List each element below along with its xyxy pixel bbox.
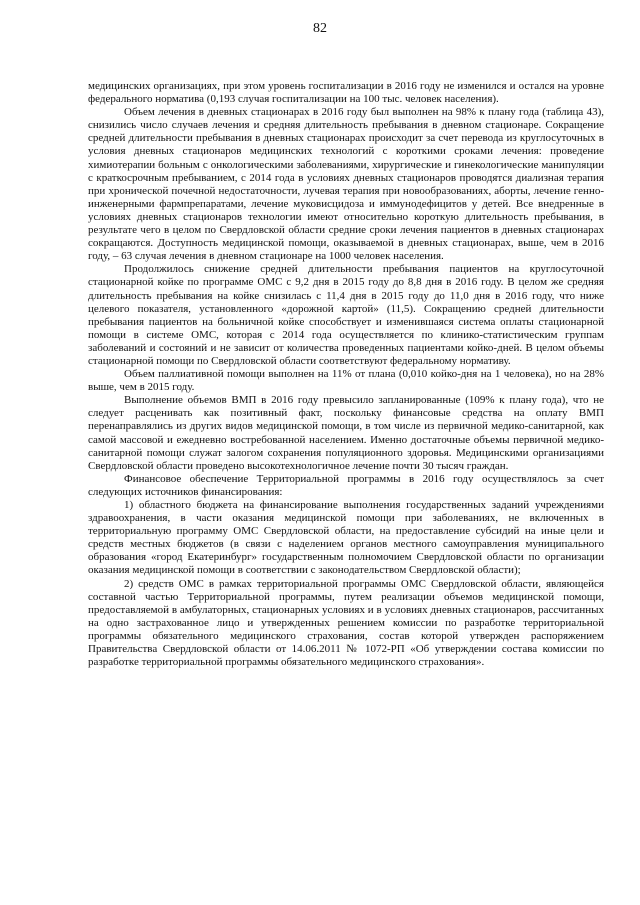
paragraph-palliative-care: Объем паллиативной помощи выполнен на 11% от плана (0,010 койко-дня на 1 человека), но на 28% выше, чем в 2015 году.: [88, 368, 604, 394]
paragraph-stay-duration: Продолжилось снижение средней длительности пребывания пациентов на круглосуточной стационарной койке по программе ОМС с 9,2 дня в 2015 году до 8,8 дня в 2016 году. В целом же средняя длительность пребывания на койке снизилась с 11,4 дня в 2015 году до 11,0 дня в 2016 году, что ниже целевого показателя, установленного «дорожной картой» (11,5). Сокращению средней длительности пребывания пациентов на больничной койке способствует и изменившаяся система оплаты стационарной помощи в системе ОМС, которая с 2014 года осуществляется по клинико-статистическим группам заболеваний и состояний и не зависит от количества проведенных пациентами койко-дней. В целом объемы стационарной помощи по Свердловской области соответствуют федеральному нормативу.: [88, 263, 604, 367]
page-number: 82: [313, 21, 327, 36]
paragraph-funding-intro: Финансовое обеспечение Территориальной программы в 2016 году осуществлялось за счет следующих источников финансирования:: [88, 472, 604, 498]
paragraph-funding-oms: 2) средств ОМС в рамках территориальной программы ОМС Свердловской области, являющейся составной частью Территориальной программы, путем реализации объемов медицинской помощи, предоставляемой в амбулаторных, стационарных условиях и в условиях дневных стационаров, рассчитанных на одно застрахованное лицо и утвержденных решением комиссии по разработке территориальной программы обязательного медицинского страхования, состав которой утвержден распоряжением Правительства Свердловской области от 14.06.2011 № 1072-РП «Об утверждении состава комиссии по разработке территориальной программы обязательного медицинского страхования».: [88, 577, 604, 669]
paragraph-day-hospitals: Объем лечения в дневных стационарах в 2016 году был выполнен на 98% к плану года (таблица 43), снизились число случаев лечения и средняя длительность пребывания в дневном стационаре. Сокращение средней длительности пребывания в дневных стационарах происходит за счет перевода из круглосуточных в условия дневных стационаров медицинских технологий с короткими сроками лечения: проведение химиотерапии больным с онкологическими заболеваниями, хирургические и гинекологические манипуляции с краткосрочным пребыванием, с 2014 года в условиях дневных стационаров проводятся диализная терапия при хронической почечной недостаточности, лучевая терапия при новообразованиях, аборты, лечение генно-инженерными фармпрепаратами, лечение муковисцидоза и иммунодефицитов у детей. Все внедренные в условиях дневных стационаров технологии имеют относительно короткую длительность пребывания, в результате чего в целом по Свердловской области средние сроки лечения пациентов в дневных стационарах сокращаются. Доступность медицинской помощи, оказываемой в дневных стационарах, выше, чем в 2016 году, – 63 случая лечения в дневном стационаре на 1000 человек населения.: [88, 106, 604, 263]
paragraph-funding-regional-budget: 1) областного бюджета на финансирование выполнения государственных заданий учреждениями здравоохранения, в части оказания медицинской помощи при заболеваниях, не включенных в территориальную программу ОМС Свердловской области, на предоставление субсидий на иные цели и средств местных бюджетов (в связи с наделением органов местного самоуправления муниципального образования «город Екатеринбург» государственным полномочием Свердловской области по организации оказания медицинской помощи в соответствии с законодательством Свердловской области);: [88, 499, 604, 577]
body-text: [88, 80, 604, 669]
paragraph-hospitalization-level: медицинских организациях, при этом уровень госпитализации в 2016 году не изменился и остался на уровне федерального норматива (0,193 случая госпитализации на 100 тыс. человек населения).: [88, 80, 604, 106]
paragraph-high-tech-care: Выполнение объемов ВМП в 2016 году превысило запланированные (109% к плану года), что не следует расценивать как позитивный факт, поскольку финансовые средства на оплату ВМП перенаправлялись из других видов медицинской помощи, в том числе из первичной медико-санитарной, как самой массовой и ежедневно востребованной населением. Именно достаточные объемы первичной медико-санитарной помощи служат залогом сохранения популяционного здоровья. Медицинскими организациями Свердловской области проведено высокотехнологичное лечение почти 30 тысяч граждан.: [88, 394, 604, 472]
